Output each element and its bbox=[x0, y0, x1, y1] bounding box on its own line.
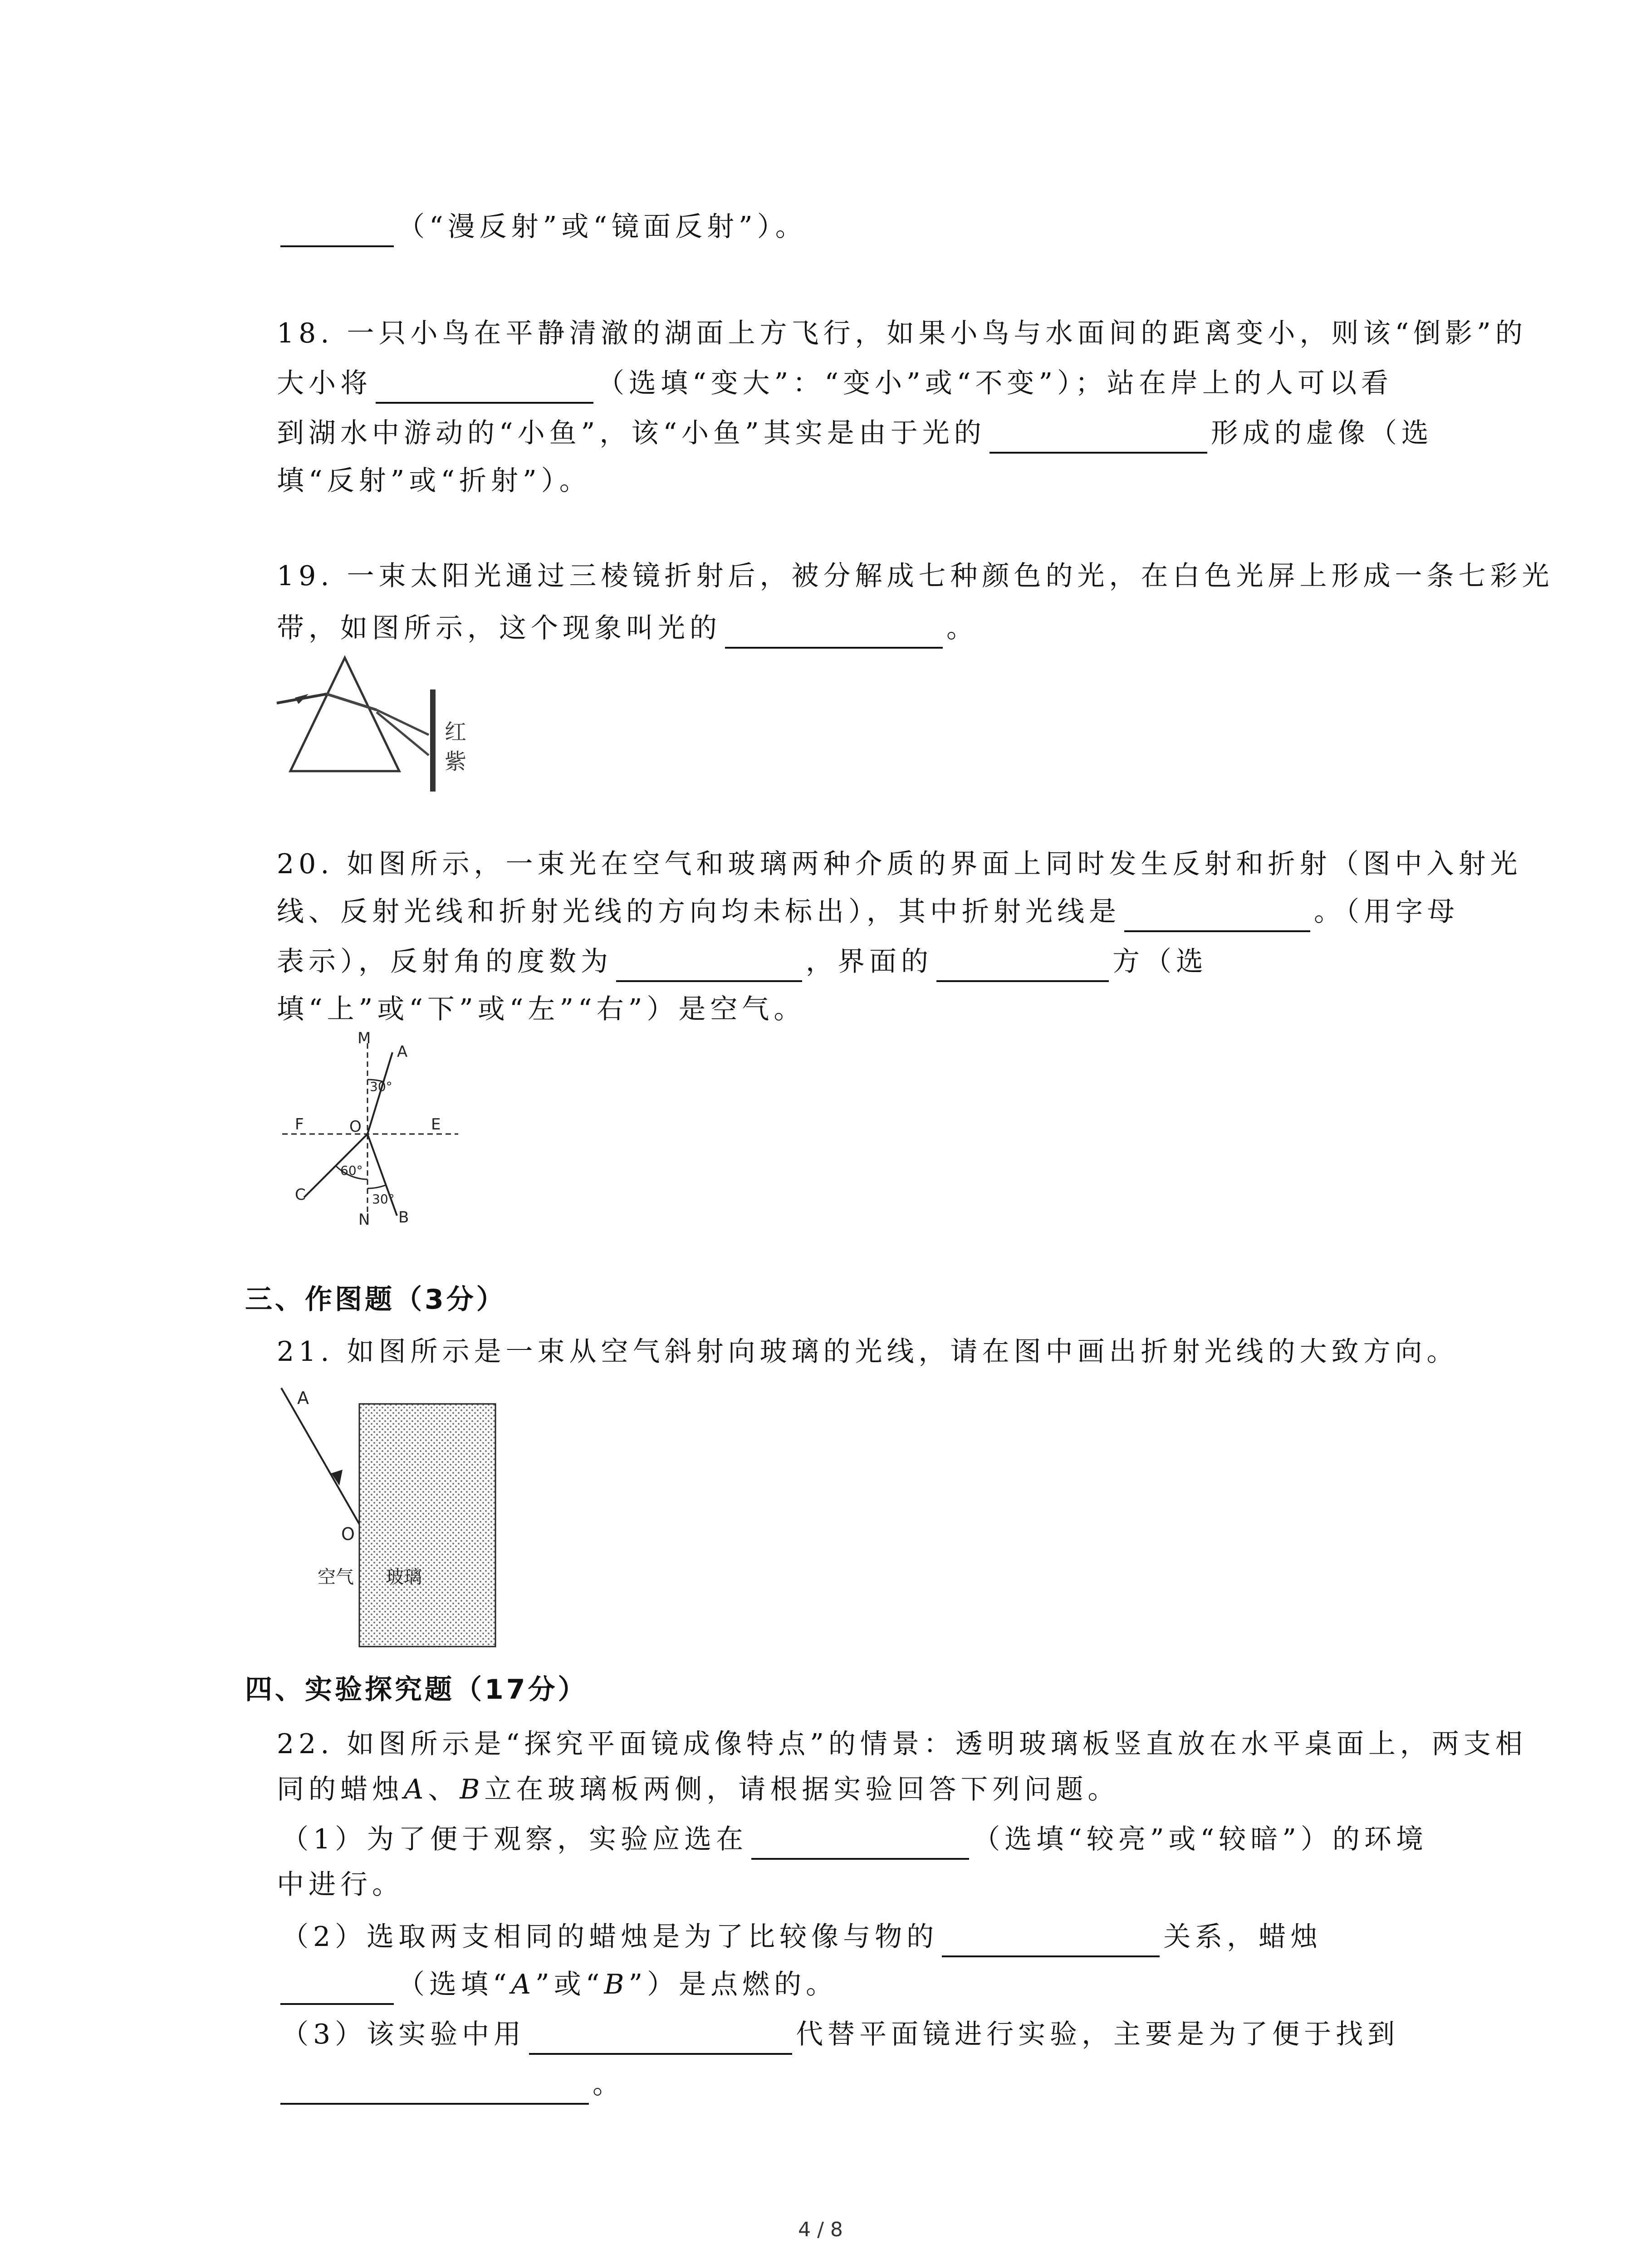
q22-p1a: （1）为了便于观察，实验应选在 bbox=[281, 1823, 748, 1855]
q22-line2 bbox=[277, 1769, 1119, 1810]
label-glass: 玻璃 bbox=[386, 1567, 422, 1588]
q22-p2b: 关系，蜡烛 bbox=[1163, 1921, 1323, 1953]
label-A: A bbox=[397, 1043, 408, 1061]
q18-line3 bbox=[277, 413, 1433, 454]
answer-blank[interactable] bbox=[529, 2021, 792, 2055]
q20-line3c: 方（选 bbox=[1112, 946, 1208, 978]
candle-B-label: B bbox=[460, 1774, 485, 1805]
q20-line2 bbox=[277, 891, 1459, 932]
q18-line2 bbox=[277, 363, 1393, 404]
angle-arc-bottom bbox=[367, 1185, 387, 1188]
answer-blank[interactable] bbox=[751, 1826, 969, 1860]
q18-line4: 填“反射”或“折射”）。 bbox=[277, 465, 591, 497]
q22-p3b: 代替平面镜进行实验，主要是为了便于找到 bbox=[796, 2019, 1400, 2050]
reflection-refraction-figure bbox=[277, 1030, 467, 1234]
answer-blank[interactable] bbox=[936, 948, 1109, 982]
label-air: 空气 bbox=[318, 1567, 354, 1588]
label-O: O bbox=[349, 1118, 362, 1136]
section3-title: 三、作图题（3分） bbox=[245, 1284, 506, 1315]
q22-p3a: （3）该实验中用 bbox=[281, 2019, 526, 2050]
q22-p2d: ”或“ bbox=[535, 1969, 604, 2000]
q20-line1: 20. 如图所示，一束光在空气和玻璃两种介质的界面上同时发生反射和折射（图中入射光 bbox=[277, 848, 1522, 880]
glass-block bbox=[359, 1404, 495, 1647]
q19-line2 bbox=[277, 608, 978, 649]
answer-blank[interactable] bbox=[280, 214, 394, 247]
label-angle-top: 30° bbox=[370, 1079, 392, 1094]
q17-tail bbox=[277, 206, 807, 247]
answer-blank[interactable] bbox=[942, 1924, 1160, 1957]
label-O: O bbox=[341, 1524, 355, 1544]
page-number: 4 / 8 bbox=[798, 2218, 843, 2241]
answer-blank[interactable] bbox=[616, 948, 802, 982]
q22-line2a: 同的蜡烛 bbox=[277, 1774, 404, 1805]
label-C: C bbox=[295, 1186, 306, 1204]
label-M: M bbox=[358, 1030, 371, 1047]
q18-line3a: 到湖水中游动的“小鱼”，该“小鱼”其实是由于光的 bbox=[277, 417, 986, 449]
candle-B-option: B bbox=[604, 1969, 629, 2000]
q22-line1: 22. 如图所示是“探究平面镜成像特点”的情景：透明玻璃板竖直放在水平桌面上，两支相 bbox=[277, 1728, 1527, 1760]
q17-tail-text: （“漫反射”或“镜面反射”）。 bbox=[397, 211, 807, 243]
q20-line2b: 。（用字母 bbox=[1314, 896, 1459, 928]
q22-p2e: ”）是点燃的。 bbox=[628, 1969, 838, 2000]
q22-p2 bbox=[281, 1916, 1322, 1957]
q19-line2a: 带，如图所示，这个现象叫光的 bbox=[277, 612, 721, 644]
refracted-ray bbox=[327, 694, 377, 710]
prism-figure bbox=[272, 649, 508, 794]
answer-blank[interactable] bbox=[1124, 899, 1310, 932]
q22-line2b: 立在玻璃板两侧，请根据实验回答下列问题。 bbox=[484, 1774, 1120, 1805]
q22-p3 bbox=[281, 2014, 1399, 2055]
q20-line2a: 线、反射光线和折射光线的方向均未标出），其中折射光线是 bbox=[277, 896, 1121, 928]
label-purple: 紫 bbox=[445, 749, 467, 774]
section4-title: 四、实验探究题（17分） bbox=[245, 1674, 588, 1706]
answer-blank[interactable] bbox=[989, 420, 1207, 454]
q22-p1c: 中进行。 bbox=[277, 1869, 404, 1901]
q18-line2a: 大小将 bbox=[277, 367, 372, 399]
candle-A-label: A bbox=[404, 1774, 428, 1805]
answer-blank[interactable] bbox=[725, 615, 943, 649]
label-B: B bbox=[398, 1208, 409, 1227]
q22-p2c: （选填“ bbox=[397, 1969, 511, 2000]
label-A: A bbox=[297, 1388, 309, 1408]
air-glass-figure bbox=[272, 1379, 508, 1656]
label-E: E bbox=[431, 1115, 441, 1134]
q20-line3 bbox=[277, 941, 1208, 982]
screen bbox=[430, 689, 436, 792]
answer-blank[interactable] bbox=[280, 2071, 589, 2105]
answer-blank[interactable] bbox=[376, 370, 593, 404]
label-N: N bbox=[358, 1211, 370, 1229]
q20-line4: 填“上”或“下”或“左”“右”）是空气。 bbox=[277, 993, 806, 1025]
q18-line3b: 形成的虚像（选 bbox=[1210, 417, 1433, 449]
label-angle-bottom: 30° bbox=[372, 1192, 395, 1207]
q22-p2-cont bbox=[277, 1964, 838, 2005]
prism-triangle bbox=[290, 658, 399, 771]
q22-p3c: 。 bbox=[593, 2068, 624, 2100]
label-F: F bbox=[295, 1115, 304, 1134]
q22-p1 bbox=[281, 1819, 1428, 1860]
dispersed-red bbox=[377, 710, 429, 735]
q22-p2a: （2）选取两支相同的蜡烛是为了比较像与物的 bbox=[281, 1921, 939, 1953]
q22-p1b: （选填“较亮”或“较暗”）的环境 bbox=[973, 1823, 1428, 1855]
dispersed-purple bbox=[377, 712, 429, 755]
q21-line1: 21. 如图所示是一束从空气斜射向玻璃的光线，请在图中画出折射光线的大致方向。 bbox=[277, 1336, 1459, 1368]
incident-ray-AO bbox=[281, 1388, 359, 1524]
label-angle-mid: 60° bbox=[340, 1163, 363, 1178]
answer-blank[interactable] bbox=[280, 1971, 394, 2005]
q20-line3a: 表示），反射角的度数为 bbox=[277, 946, 612, 978]
q19-line1: 19. 一束太阳光通过三棱镜折射后，被分解成七种颜色的光，在白色光屏上形成一条七彩光 bbox=[277, 560, 1554, 592]
q20-line3b: ，界面的 bbox=[806, 946, 933, 978]
q22-line2-sep: 、 bbox=[428, 1774, 460, 1805]
q18-line1: 18. 一只小鸟在平静清澈的湖面上方飞行，如果小鸟与水面间的距离变小，则该“倒影”的 bbox=[277, 318, 1527, 349]
q22-p3-cont bbox=[277, 2064, 624, 2105]
candle-A-option: A bbox=[511, 1969, 536, 2000]
label-red: 红 bbox=[445, 719, 467, 745]
q18-line2b: （选填“变大”：“变小”或“不变”）；站在岸上的人可以看 bbox=[597, 367, 1393, 399]
q19-line2b: 。 bbox=[946, 612, 978, 644]
